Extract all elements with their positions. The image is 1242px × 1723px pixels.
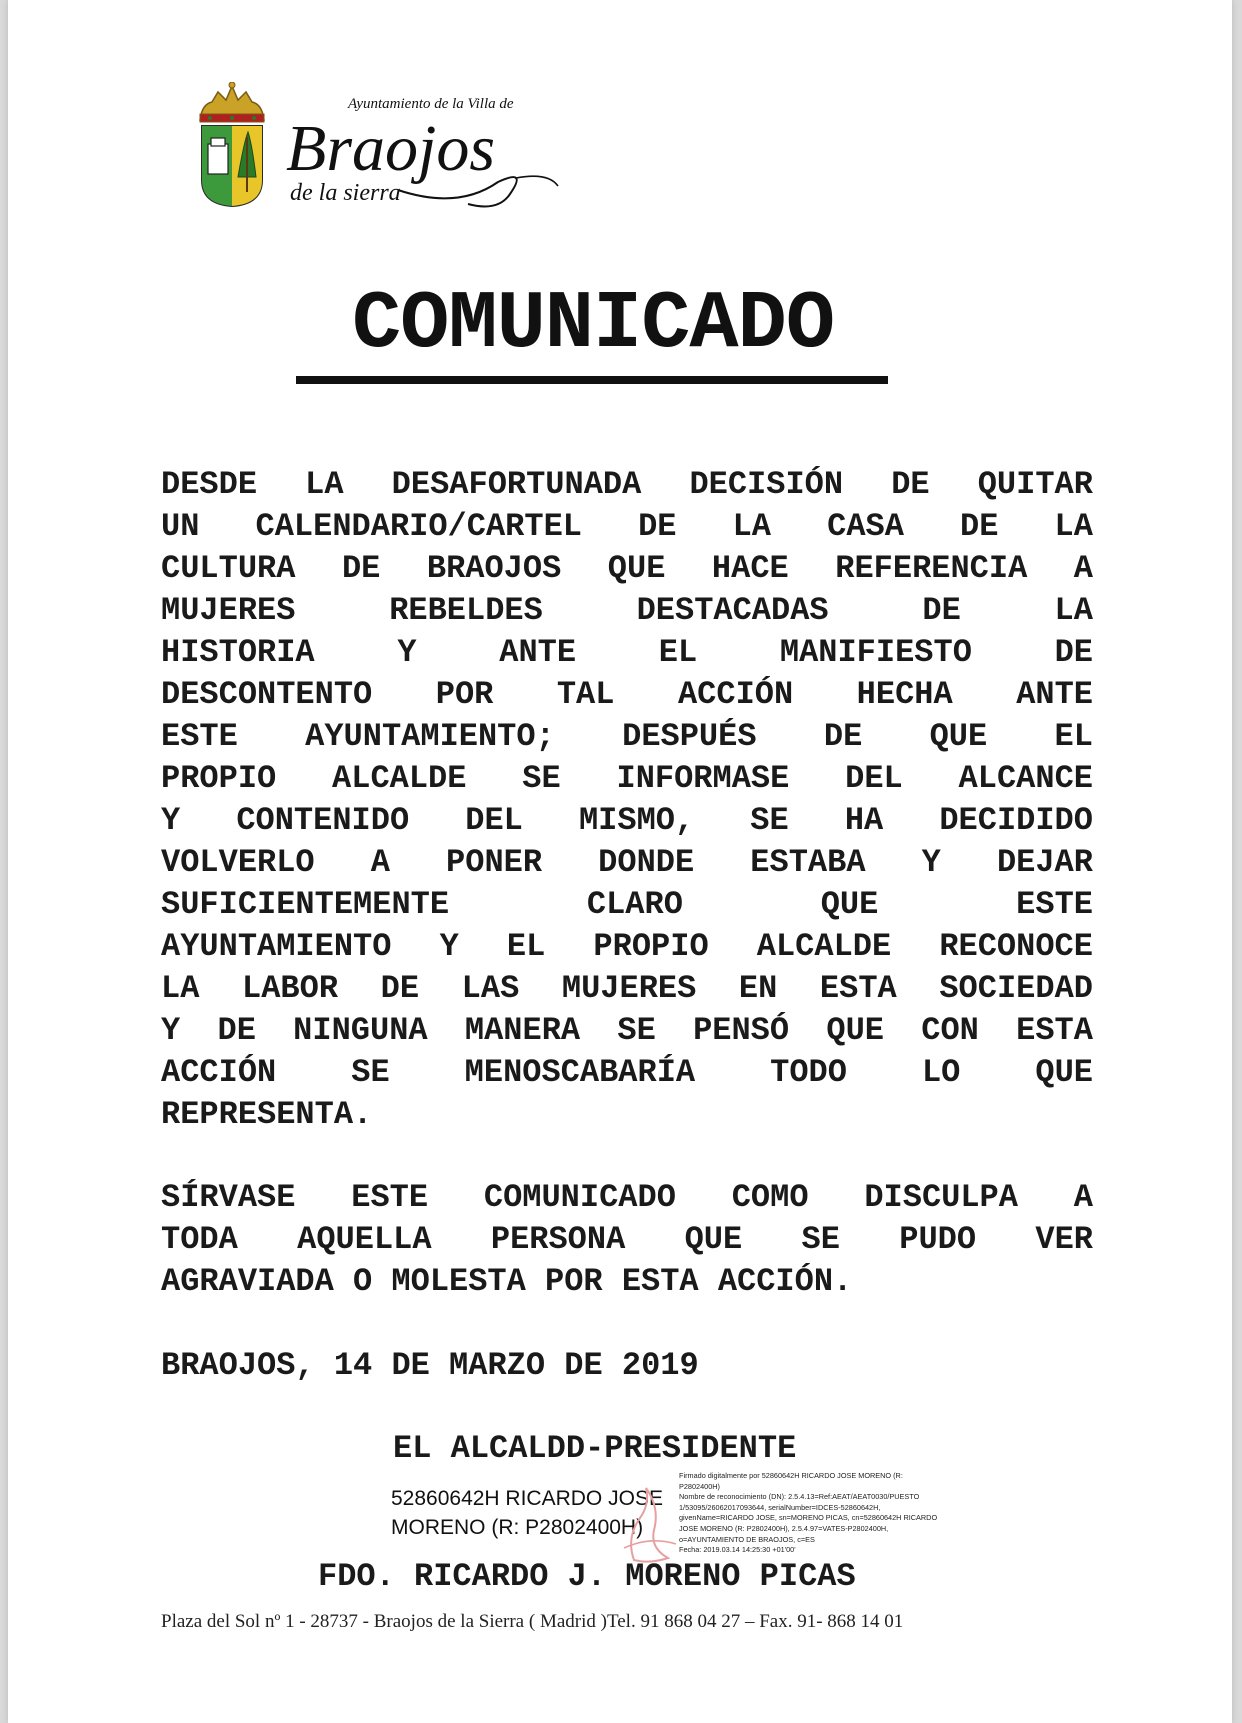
word: AGRAVIADA: [161, 1263, 334, 1300]
word: DECIDIDO: [939, 802, 1093, 839]
word: CASA: [827, 508, 904, 545]
word: LA: [161, 970, 200, 1007]
word: AYUNTAMIENTO: [161, 928, 392, 965]
word: DISCULPA: [864, 1179, 1018, 1216]
word: A: [1073, 550, 1093, 587]
word: HA: [844, 802, 884, 839]
coat-of-arms-icon: [198, 82, 578, 237]
word: DESCONTENTO: [161, 676, 373, 713]
word: PERSONA: [490, 1221, 626, 1258]
word: RECONOCE: [939, 928, 1093, 965]
text-line: [161, 1010, 1093, 1052]
word: MANERA: [464, 1012, 581, 1049]
signature-name-line: MORENO (R: P2802400H): [391, 1516, 644, 1539]
text-line: [161, 674, 1093, 716]
word: DEJAR: [996, 844, 1093, 881]
text-line: [161, 1052, 1093, 1094]
word: MUJERES: [561, 970, 697, 1007]
word: DE: [341, 550, 381, 587]
signature-name-line: 52860642H RICARDO JOSE: [391, 1487, 663, 1510]
signature-detail-line: 1/53095/26062017093644, serialNumber=IDCES-52860642H,: [679, 1502, 881, 1512]
text-line: [161, 590, 1093, 632]
word: Y: [161, 1012, 181, 1049]
word: QUE: [1035, 1054, 1093, 1091]
title-underline: [296, 376, 888, 384]
word: DE: [638, 508, 677, 545]
document-title: COMUNICADO: [351, 278, 835, 371]
word: A: [370, 844, 390, 881]
word: QUE: [684, 1221, 743, 1258]
word: REBELDES: [389, 592, 543, 629]
word: QUE: [820, 886, 879, 923]
word: HACE: [711, 550, 789, 587]
word: DESTACADAS: [636, 592, 829, 629]
word: TODO: [770, 1054, 847, 1091]
word: HISTORIA: [161, 634, 315, 671]
word: INFORMASE: [616, 760, 790, 797]
word: MOLESTA: [391, 1263, 526, 1300]
word: ESTE: [351, 1179, 429, 1216]
word: EL: [1054, 718, 1093, 755]
signature-detail-line: givenName=RICARDO JOSE, sn=MORENO PICAS, cn=52860642H RICARDO: [679, 1513, 938, 1523]
word: MISMO,: [578, 802, 695, 839]
paragraph-announcement: [161, 464, 1093, 1136]
word: ALCALDE: [332, 760, 467, 797]
signed-by: FDO. RICARDO J. MORENO PICAS: [318, 1558, 856, 1595]
signature-detail-line: P2802400H): [679, 1481, 720, 1491]
document-page: [8, 0, 1232, 1723]
word: REFERENCIA: [835, 550, 1028, 587]
word: PUDO: [899, 1221, 977, 1258]
word: DONDE: [598, 844, 695, 881]
word: ANTE: [499, 634, 577, 671]
logo-sub-text: de la sierra: [290, 180, 401, 206]
word: REPRESENTA.: [161, 1096, 373, 1133]
word: DE: [891, 466, 930, 503]
word: PENSÓ: [693, 1012, 790, 1049]
text-line: [161, 464, 1093, 506]
word: LO: [921, 1054, 961, 1091]
word: NINGUNA: [293, 1012, 428, 1049]
word: EL: [658, 634, 698, 671]
word: CON: [921, 1012, 979, 1049]
word: ACCIÓN: [677, 676, 794, 713]
paragraph-apology: [161, 1177, 1093, 1303]
word: POR: [545, 1263, 603, 1300]
word: ACCIÓN.: [717, 1263, 853, 1300]
word: MUJERES: [161, 592, 296, 629]
word: SE: [801, 1221, 840, 1258]
word: ESTABA: [750, 844, 866, 881]
word: SE: [522, 760, 561, 797]
logo-main-text: Braojos: [286, 112, 496, 185]
word: BRAOJOS: [426, 550, 562, 587]
municipal-logo: [198, 82, 578, 237]
word: LABOR: [242, 970, 339, 1007]
word: DE: [823, 718, 863, 755]
word: DESPUÉS: [622, 718, 757, 755]
word: Y: [921, 844, 941, 881]
word: POR: [435, 676, 494, 713]
signature-stamp-icon: [620, 1478, 680, 1568]
word: VER: [1035, 1221, 1093, 1258]
word: DEL: [845, 760, 903, 797]
text-line: [161, 968, 1093, 1010]
word: PROPIO: [161, 760, 277, 797]
word: QUE: [607, 550, 666, 587]
word: AQUELLA: [297, 1221, 432, 1258]
word: LA: [1054, 508, 1093, 545]
text-line: [161, 800, 1093, 842]
word: Y: [397, 634, 417, 671]
word: EL: [506, 928, 546, 965]
text-line: [161, 1094, 1093, 1136]
word: TAL: [556, 676, 615, 713]
word: CALENDARIO/CARTEL: [255, 508, 582, 545]
text-line: [161, 758, 1093, 800]
word: MENOSCABARÍA: [464, 1054, 696, 1091]
text-line: [161, 1219, 1093, 1261]
word: PONER: [446, 844, 543, 881]
word: CONTENIDO: [236, 802, 410, 839]
word: SOCIEDAD: [939, 970, 1093, 1007]
word: AYUNTAMIENTO;: [305, 718, 555, 755]
word: ALCALDE: [756, 928, 892, 965]
word: O: [353, 1263, 373, 1300]
text-line: [161, 884, 1093, 926]
word: LA: [1054, 592, 1093, 629]
text-line: [161, 926, 1093, 968]
text-line: [161, 632, 1093, 674]
word: LAS: [461, 970, 520, 1007]
word: Y: [439, 928, 459, 965]
word: DESDE: [161, 466, 258, 503]
document-date: BRAOJOS, 14 DE MARZO DE 2019: [161, 1347, 699, 1384]
text-line: [161, 716, 1093, 758]
digital-signature-details: [679, 1471, 959, 1556]
signature-detail-line: JOSE MORENO (R: P2802400H), 2.5.4.97=VATES-P2802400H,: [679, 1523, 889, 1533]
word: ALCANCE: [958, 760, 1093, 797]
word: UN: [161, 508, 200, 545]
word: MANIFIESTO: [779, 634, 972, 671]
word: DE: [960, 508, 999, 545]
word: DEL: [465, 802, 523, 839]
signature-detail-line: o=AYUNTAMIENTO DE BRAOJOS, c=ES: [679, 1534, 815, 1544]
word: PROPIO: [593, 928, 709, 965]
text-line: [161, 1177, 1093, 1219]
word: SE: [750, 802, 789, 839]
word: DE: [922, 592, 961, 629]
word: EN: [738, 970, 778, 1007]
word: LA: [305, 466, 344, 503]
word: VOLVERLO: [161, 844, 315, 881]
word: ESTA: [1016, 1012, 1093, 1049]
word: TODA: [161, 1221, 238, 1258]
word: QUE: [929, 718, 988, 755]
word: ANTE: [1016, 676, 1093, 713]
word: DE: [380, 970, 420, 1007]
word: Y: [161, 802, 181, 839]
word: DESAFORTUNADA: [391, 466, 642, 503]
text-line: [161, 842, 1093, 884]
signature-detail-line: Nombre de reconocimiento (DN): 2.5.4.13=Ref:AEAT/AEAT0030/PUESTO: [679, 1492, 920, 1502]
word: DE: [1054, 634, 1093, 671]
word: A: [1073, 1179, 1093, 1216]
word: HECHA: [856, 676, 953, 713]
text-line: [161, 1261, 1093, 1303]
word: CULTURA: [161, 550, 296, 587]
text-line: [161, 548, 1093, 590]
signer-title: EL ALCALDD-PRESIDENTE: [393, 1430, 797, 1467]
footer-address: Plaza del Sol nº 1 - 28737 - Braojos de la Sierra ( Madrid )Tel. 91 868 04 27 – Fax. 91- 868 14 01: [161, 1611, 904, 1632]
word: COMUNICADO: [483, 1179, 676, 1216]
word: CLARO: [586, 886, 683, 923]
signature-detail-line: Fecha: 2019.03.14 14:25:30 +01'00': [679, 1545, 796, 1555]
word: ESTE: [1016, 886, 1093, 923]
word: DECISIÓN: [689, 466, 844, 503]
word: LA: [732, 508, 771, 545]
word: SE: [617, 1012, 656, 1049]
word: SUFICIENTEMENTE: [161, 886, 450, 923]
word: SÍRVASE: [161, 1179, 296, 1216]
word: ACCIÓN: [161, 1054, 277, 1091]
logo-top-text: Ayuntamiento de la Villa de: [348, 96, 514, 112]
word: SE: [351, 1054, 390, 1091]
word: ESTA: [621, 1263, 699, 1300]
word: QUITAR: [977, 466, 1093, 503]
word: DE: [217, 1012, 256, 1049]
signature-detail-line: Firmado digitalmente por 52860642H RICARDO JOSE MORENO (R:: [679, 1471, 903, 1480]
word: COMO: [731, 1179, 809, 1216]
word: QUE: [826, 1012, 884, 1049]
word: ESTA: [819, 970, 897, 1007]
word: ESTE: [161, 718, 238, 755]
text-line: [161, 506, 1093, 548]
